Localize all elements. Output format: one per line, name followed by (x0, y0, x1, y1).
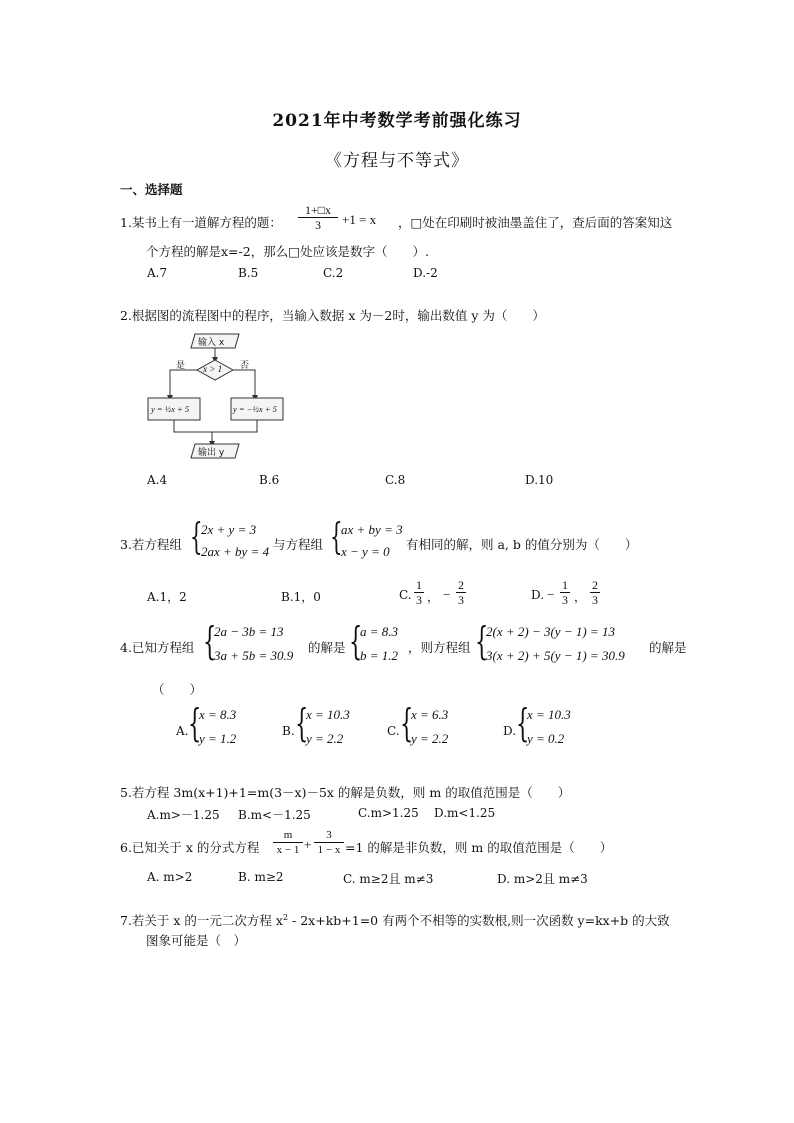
q3-c-frac1-den: 3 (416, 593, 422, 607)
q3-sys2-line2: x − y = 0 (341, 544, 390, 559)
q3-mid: 与方程组 (273, 537, 324, 552)
flow-left-formula: y = ½x + 5 (151, 404, 190, 414)
q3-option-d-frac1 (560, 578, 570, 607)
q3-sys2-line1: ax + by = 3 (341, 522, 403, 537)
flow-output-label: 输出 y (198, 448, 225, 458)
q3-c-frac2-den: 3 (458, 593, 464, 607)
q2-option-b: B.6 (259, 473, 280, 487)
q3-brace-2: { (330, 517, 343, 558)
q4-option-b-l2: y = 2.2 (306, 731, 344, 746)
q6-suffix: =1 的解是非负数，则 m 的取值范围是（ ） (345, 840, 613, 855)
q2-option-d: D.10 (525, 473, 554, 487)
q4-option-a-l1: x = 8.3 (199, 707, 237, 722)
q3-option-c-frac2 (456, 578, 466, 607)
q3-option-d-sign: − (547, 587, 555, 602)
q6-fraction-2 (314, 828, 344, 857)
q1-fraction (298, 203, 338, 232)
q3-option-b: B.1，0 (281, 590, 321, 604)
q6-f2-num: 3 (326, 829, 332, 841)
q1-suffix: ，□处在印刷时被油墨盖住了，查后面的答案知这 (398, 215, 673, 230)
q4-option-d-l1: x = 10.3 (527, 707, 571, 722)
q3-option-c-sep: ， (427, 590, 440, 604)
section-heading: 一、选择题 (120, 182, 183, 197)
q3-option-d-label: D. (531, 588, 545, 602)
q4-prefix: 4.已知方程组 (120, 640, 195, 655)
q6-option-a: A. m>2 (147, 870, 193, 884)
q2-text: 2.根据图的流程图中的程序，当输入数据 x 为－2时，输出数值 y 为（ ） (120, 308, 545, 323)
q3-d-frac2-den: 3 (592, 593, 598, 607)
q6-option-c: C. m≥2且 m≠3 (343, 872, 434, 886)
page-subtitle: 《方程与不等式》 (325, 151, 469, 171)
q7-line2: 图象可能是（ ） (146, 933, 247, 948)
q6-plus: + (304, 837, 312, 852)
q6-prefix: 6.已知关于 x 的分式方程 (120, 840, 260, 855)
q6-option-b: B. m≥2 (238, 870, 284, 884)
q1-option-a: A.7 (147, 266, 168, 280)
q3-option-c-frac1 (414, 578, 424, 607)
q1-option-c: C.2 (323, 266, 344, 280)
q3-sys1-line1: 2x + y = 3 (201, 522, 257, 537)
q3-d-frac2-num: 2 (592, 578, 598, 592)
q3-prefix: 3.若方程组 (120, 537, 182, 552)
q4-option-b-l1: x = 10.3 (306, 707, 350, 722)
q1-tail-math: +1 = x (342, 212, 377, 227)
q4-brace-1: { (203, 619, 217, 663)
q4-option-b-label: B. (282, 724, 295, 738)
page-title: 2021年中考数学考前强化练习 (272, 111, 522, 131)
q3-sys1-line2: 2ax + by = 4 (201, 544, 270, 559)
q7-text-b: - 2x+kb+1=0 有两个不相等的实数根,则一次函数 y=kx+b 的大致 (288, 913, 670, 928)
q3-suffix: 有相同的解，则 a, b 的值分别为（ ） (406, 537, 638, 552)
q5-option-a: A.m>－1.25 (147, 808, 220, 822)
q7-superscript: 2 (282, 912, 289, 922)
q1-option-b: B.5 (238, 266, 259, 280)
q4-sys1-line2: 3a + 5b = 30.9 (214, 648, 294, 663)
q4-option-a-brace: { (188, 701, 202, 745)
q6-f2-den: 1 − x (317, 844, 341, 856)
q1-line2: 个方程的解是x=-2，那么□处应该是数字（ ）. (146, 244, 429, 259)
q4-option-d-l2: y = 0.2 (527, 731, 565, 746)
q7-text-a: 7.若关于 x 的一元二次方程 x (120, 913, 283, 928)
q4-option-d-brace: { (516, 701, 530, 745)
q4-paren: （ ） (152, 682, 203, 697)
q4-mid1: 的解是 (308, 640, 346, 655)
q3-option-d-frac2 (590, 578, 600, 607)
q4-sol-line1: a = 8.3 (360, 624, 399, 639)
q3-option-c-label: C. (399, 588, 412, 602)
q4-option-c-brace: { (400, 701, 414, 745)
q4-sys2-line1: 2(x + 2) − 3(y − 1) = 13 (486, 624, 615, 639)
q3-d-frac1-den: 3 (562, 593, 568, 607)
q4-option-c-label: C. (387, 724, 400, 738)
flow-cond-label: x > 1 (203, 364, 223, 374)
q4-option-a-label: A. (176, 724, 189, 738)
q4-option-c-l2: y = 2.2 (411, 731, 449, 746)
q1-prefix: 1.某书上有一道解方程的题： (120, 215, 282, 230)
q5-option-c: C.m>1.25 (358, 806, 419, 820)
q3-option-a: A.1，2 (147, 590, 187, 604)
q6-fraction-1 (273, 828, 303, 857)
flow-yes-label: 是 (176, 361, 186, 371)
q4-option-c-l1: x = 6.3 (411, 707, 449, 722)
q5-option-d: D.m<1.25 (434, 806, 496, 820)
q1-option-d: D.-2 (413, 266, 438, 280)
q4-brace-2: { (349, 619, 363, 663)
q4-option-b-brace: { (295, 701, 309, 745)
q4-sys1-line1: 2a − 3b = 13 (214, 624, 284, 639)
q5-option-b: B.m<－1.25 (238, 808, 311, 822)
q4-option-a-l2: y = 1.2 (199, 731, 237, 746)
q4-mid2: ，则方程组 (408, 640, 471, 655)
q6-f1-den: x − 1 (276, 844, 300, 856)
q3-option-c-sign: − (443, 587, 451, 602)
q3-c-frac2-num: 2 (458, 578, 464, 592)
q2-option-a: A.4 (147, 473, 168, 487)
q1-frac-num: 1+□x (304, 203, 331, 217)
q4-sys2-line2: 3(x + 2) + 5(y − 1) = 30.9 (486, 648, 625, 663)
q6-option-d: D. m>2且 m≠3 (497, 872, 588, 886)
q3-d-frac1-num: 1 (562, 578, 568, 592)
flow-right-formula: y = −½x + 5 (233, 404, 277, 414)
q7-line1 (120, 911, 670, 929)
q6-f1-num: m (283, 829, 293, 841)
flow-input-label: 输入 x (198, 338, 225, 348)
q4-option-d-label: D. (503, 724, 517, 738)
q4-brace-3: { (475, 619, 489, 663)
q3-c-frac1-num: 1 (416, 578, 422, 592)
q3-option-d-sep: ， (574, 590, 587, 604)
flow-no-label: 否 (240, 361, 250, 371)
q2-option-c: C.8 (385, 473, 406, 487)
q3-brace-1: { (190, 517, 203, 558)
q4-suffix: 的解是 (649, 640, 687, 655)
q1-frac-den: 3 (315, 218, 321, 232)
q5-text: 5.若方程 3m(x+1)+1=m(3－x)－5x 的解是负数，则 m 的取值范围是（ ） (120, 785, 571, 800)
q4-sol-line2: b = 1.2 (360, 648, 399, 663)
